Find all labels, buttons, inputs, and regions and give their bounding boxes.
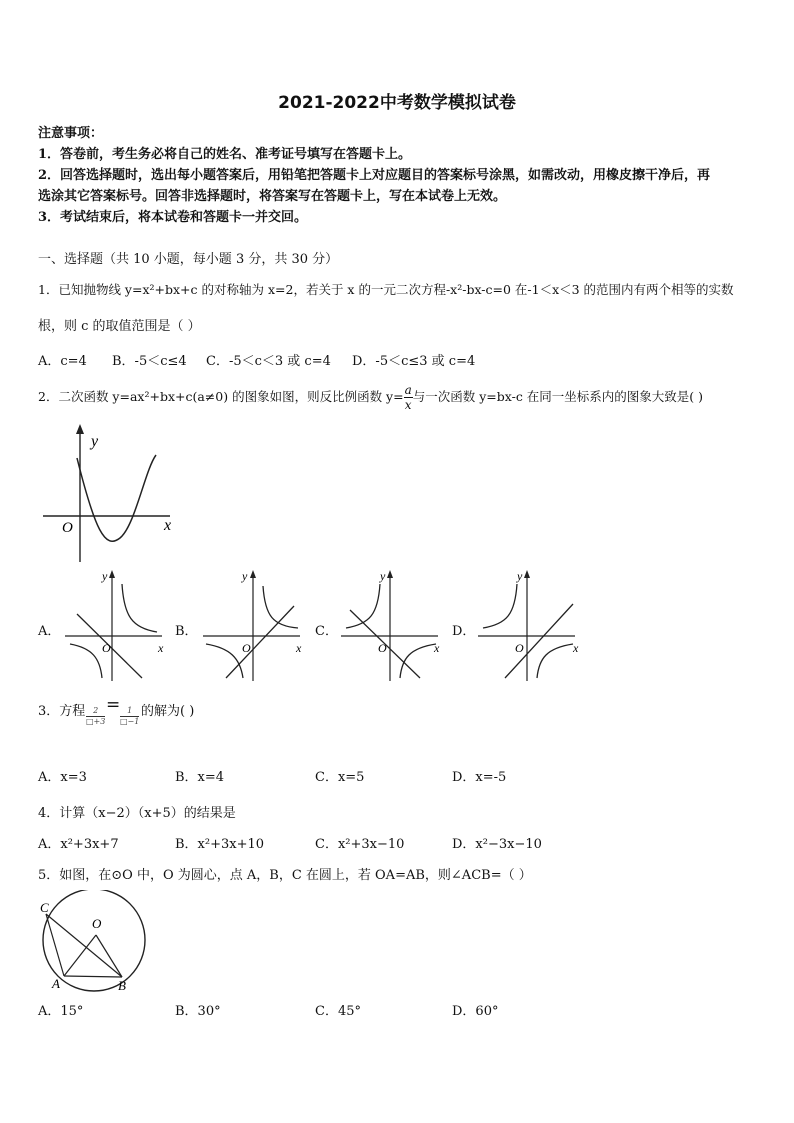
notice-item: 2．回答选择题时，选出每小题答案后，用铅笔把答题卡上对应题目的答案标号涂黑，如需改动，用橡皮擦干净后，再 (38, 168, 711, 183)
svg-text:x: x (434, 641, 440, 655)
svg-text:O: O (515, 641, 524, 655)
y-axis-arrow (76, 424, 84, 434)
option-a: A．c=4 (38, 354, 87, 369)
option-a: A．x²+3x+7 (38, 837, 119, 852)
q2-option-a-label: A． (38, 624, 61, 639)
q2-option-d-label: D． (452, 624, 476, 639)
origin-label: O (62, 520, 73, 536)
question-3-pre: 3．方程 (38, 704, 86, 719)
question-1-text: 1．已知抛物线 y=x²+bx+c 的对称轴为 x=2，若关于 x 的一元二次方程-x²-bx-c=0 在-1＜x＜3 的范围内有两个相等的实数 (38, 282, 734, 297)
question-2-pre: 2．二次函数 y=ax²+bx+c(a≠0) 的图象如图，则反比例函数 y= (38, 389, 404, 404)
notice-item: 3．考试结束后，将本试卷和答题卡一并交回。 (38, 210, 308, 225)
svg-text:x: x (573, 641, 579, 655)
option-c: C．x=5 (315, 770, 365, 785)
point-o-label: O (92, 916, 102, 931)
svg-text:x: x (158, 641, 164, 655)
option-c: C．x²+3x−10 (315, 837, 405, 852)
parabola-curve (77, 455, 156, 541)
point-b-label: B (118, 978, 126, 993)
question-4-text: 4．计算（x−2）（x+5）的结果是 (38, 806, 236, 821)
notice-item: 1．答卷前，考生务必将自己的姓名、准考证号填写在答题卡上。 (38, 147, 412, 162)
option-a: A．x=3 (38, 770, 87, 785)
option-c: C．-5＜c＜3 或 c=4 (206, 354, 331, 369)
q2-option-d-graph (475, 566, 587, 684)
point-c-label: C (40, 900, 49, 915)
section-heading: 一、选择题（共 10 小题，每小题 3 分，共 30 分） (38, 252, 339, 267)
svg-text:y: y (242, 569, 248, 583)
notice-heading: 注意事项： (38, 126, 104, 141)
q2-option-c-label: C． (315, 624, 338, 639)
question-1-text-cont: 根，则 c 的取值范围是（ ） (38, 319, 201, 334)
option-c: C．45° (315, 1004, 361, 1019)
svg-text:O: O (102, 641, 111, 655)
svg-text:O: O (378, 641, 387, 655)
page-title: 2021-2022中考数学模拟试卷 (278, 93, 516, 113)
fraction-right: 1 □−1 (120, 706, 140, 726)
svg-text:y: y (102, 569, 108, 583)
parabola-graph (40, 420, 185, 565)
svg-text:x: x (296, 641, 302, 655)
question-3-post: 的解为( ) (141, 704, 195, 719)
circle-diagram (36, 890, 152, 994)
equals-sign: = (106, 695, 121, 715)
option-d: D．60° (452, 1004, 499, 1019)
q2-option-b-label: B． (175, 624, 198, 639)
q2-option-a-graph (62, 566, 172, 684)
svg-text:O: O (242, 641, 251, 655)
y-label: y (91, 433, 99, 450)
question-5-text: 5．如图，在⊙O 中，O 为圆心，点 A，B，C 在圆上，若 OA=AB，则∠ACB=（ ） (38, 868, 532, 883)
option-d: D．-5＜c≤3 或 c=4 (352, 354, 476, 369)
option-a: A．15° (38, 1004, 84, 1019)
svg-text:y: y (380, 569, 386, 583)
option-b: B．x²+3x+10 (175, 837, 265, 852)
question-2-text (38, 383, 703, 412)
q2-option-c-graph (338, 566, 448, 684)
question-2-post: 与一次函数 y=bx-c 在同一坐标系内的图象大致是( ) (412, 389, 704, 404)
notice-item: 选涂其它答案标号。回答非选择题时，将答案写在答题卡上，写在本试卷上无效。 (38, 189, 507, 204)
option-d: D．x=-5 (452, 770, 507, 785)
svg-text:y: y (517, 569, 523, 583)
fraction-numerator: a (404, 383, 412, 397)
option-b: B．x=4 (175, 770, 225, 785)
fraction-left: 2 □+3 (86, 706, 106, 726)
q2-option-b-graph (198, 566, 310, 684)
x-label: x (164, 517, 172, 534)
option-b: B．30° (175, 1004, 221, 1019)
fraction-a-over-x (404, 383, 413, 412)
point-a-label: A (52, 976, 60, 991)
option-b: B．-5＜c≤4 (112, 354, 187, 369)
option-d: D．x²−3x−10 (452, 837, 542, 852)
fraction-denominator: x (404, 398, 412, 412)
